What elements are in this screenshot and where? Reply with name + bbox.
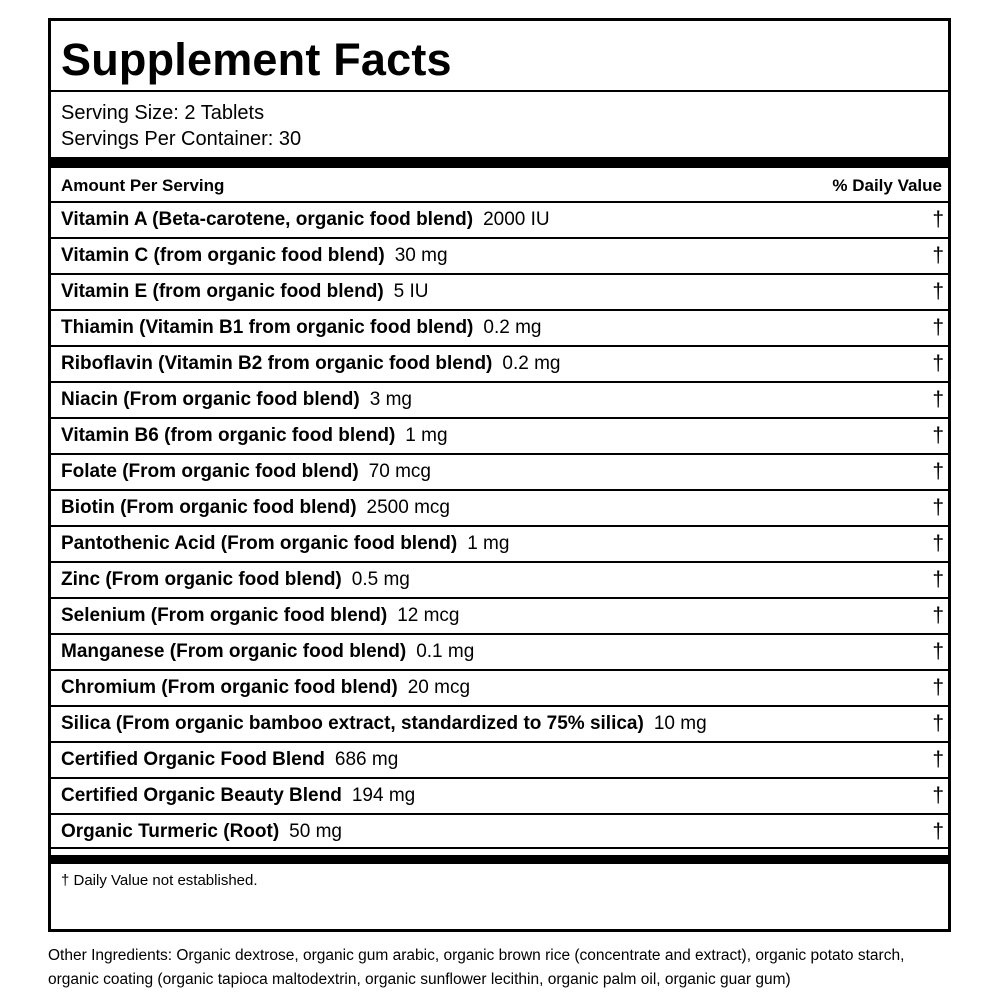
nutrient-text bbox=[61, 204, 550, 236]
footnote: † Daily Value not established. bbox=[61, 872, 258, 889]
column-header-row bbox=[61, 175, 942, 197]
nutrient-name: Vitamin B6 (from organic food blend) bbox=[61, 425, 396, 446]
daily-value-dagger: † bbox=[932, 352, 944, 375]
daily-value-dagger: † bbox=[932, 208, 944, 231]
row-divider bbox=[51, 705, 948, 707]
supplement-facts-panel bbox=[48, 18, 951, 932]
daily-value-dagger: † bbox=[932, 280, 944, 303]
nutrient-name: Vitamin C (from organic food blend) bbox=[61, 245, 385, 266]
servings-per-container: Servings Per Container: 30 bbox=[61, 128, 302, 150]
daily-value-dagger: † bbox=[932, 388, 944, 411]
daily-value-dagger: † bbox=[932, 496, 944, 519]
nutrient-text bbox=[61, 312, 541, 344]
nutrient-name: Manganese (From organic food blend) bbox=[61, 641, 407, 662]
nutrient-row bbox=[51, 669, 948, 705]
daily-value-dagger: † bbox=[932, 604, 944, 627]
nutrient-amount: 0.5 mg bbox=[351, 569, 410, 590]
row-divider bbox=[51, 273, 948, 275]
daily-value-dagger: † bbox=[932, 568, 944, 591]
nutrient-name: Silica (From organic bamboo extract, standardized to 75% silica) bbox=[61, 713, 644, 734]
nutrient-row bbox=[51, 273, 948, 309]
daily-value-label: % Daily Value bbox=[832, 176, 942, 195]
nutrient-row bbox=[51, 561, 948, 597]
nutrient-row bbox=[51, 633, 948, 669]
row-divider bbox=[51, 453, 948, 455]
nutrient-row bbox=[51, 309, 948, 345]
daily-value-dagger: † bbox=[932, 460, 944, 483]
row-divider bbox=[51, 525, 948, 527]
nutrient-name: Biotin (From organic food blend) bbox=[61, 497, 357, 518]
nutrient-name: Organic Turmeric (Root) bbox=[61, 821, 280, 842]
row-divider bbox=[51, 489, 948, 491]
row-divider bbox=[51, 237, 948, 239]
row-divider bbox=[51, 417, 948, 419]
daily-value-dagger: † bbox=[932, 748, 944, 771]
nutrient-text bbox=[61, 240, 448, 272]
daily-value-dagger: † bbox=[932, 676, 944, 699]
serving-size: Serving Size: 2 Tablets bbox=[61, 102, 265, 124]
nutrient-text bbox=[61, 708, 707, 740]
nutrient-row bbox=[51, 417, 948, 453]
nutrient-row bbox=[51, 489, 948, 525]
nutrient-amount: 10 mg bbox=[653, 713, 707, 734]
nutrient-row bbox=[51, 381, 948, 417]
row-divider bbox=[51, 201, 948, 203]
nutrient-name: Certified Organic Beauty Blend bbox=[61, 785, 342, 806]
nutrient-text bbox=[61, 420, 448, 452]
daily-value-dagger: † bbox=[932, 712, 944, 735]
row-divider bbox=[51, 633, 948, 635]
daily-value-dagger: † bbox=[932, 640, 944, 663]
daily-value-dagger: † bbox=[932, 784, 944, 807]
nutrient-row bbox=[51, 813, 948, 849]
nutrient-amount: 5 IU bbox=[393, 281, 429, 302]
nutrient-amount: 30 mg bbox=[394, 245, 448, 266]
nutrient-amount: 20 mcg bbox=[407, 677, 471, 698]
nutrient-name: Selenium (From organic food blend) bbox=[61, 605, 388, 626]
nutrient-name: Chromium (From organic food blend) bbox=[61, 677, 398, 698]
amount-per-serving-label: Amount Per Serving bbox=[61, 176, 225, 195]
nutrient-amount: 2000 IU bbox=[483, 209, 550, 230]
nutrient-name: Thiamin (Vitamin B1 from organic food blend) bbox=[61, 317, 474, 338]
row-divider bbox=[51, 813, 948, 815]
nutrient-name: Riboflavin (Vitamin B2 from organic food blend) bbox=[61, 353, 493, 374]
nutrient-amount: 0.1 mg bbox=[416, 641, 475, 662]
nutrient-amount: 12 mcg bbox=[397, 605, 460, 626]
nutrient-text bbox=[61, 600, 460, 632]
nutrient-name: Niacin (From organic food blend) bbox=[61, 389, 360, 410]
nutrient-text bbox=[61, 384, 412, 416]
thin-divider-bottom bbox=[51, 847, 948, 849]
nutrient-row bbox=[51, 525, 948, 561]
nutrient-text bbox=[61, 348, 560, 380]
nutrient-name: Vitamin A (Beta-carotene, organic food blend) bbox=[61, 209, 474, 230]
nutrient-amount: 1 mg bbox=[405, 425, 448, 446]
nutrient-text bbox=[61, 816, 342, 848]
title-divider bbox=[51, 90, 948, 92]
daily-value-dagger: † bbox=[932, 244, 944, 267]
nutrient-amount: 50 mg bbox=[289, 821, 342, 842]
row-divider bbox=[51, 777, 948, 779]
nutrient-text bbox=[61, 456, 431, 488]
nutrient-row bbox=[51, 597, 948, 633]
nutrient-text bbox=[61, 744, 398, 776]
thick-divider-bottom bbox=[51, 855, 948, 864]
row-divider bbox=[51, 741, 948, 743]
nutrient-name: Certified Organic Food Blend bbox=[61, 749, 325, 770]
daily-value-dagger: † bbox=[932, 532, 944, 555]
nutrient-amount: 0.2 mg bbox=[502, 353, 561, 374]
nutrient-name: Folate (From organic food blend) bbox=[61, 461, 359, 482]
nutrient-name: Pantothenic Acid (From organic food blend) bbox=[61, 533, 458, 554]
nutrient-amount: 3 mg bbox=[369, 389, 412, 410]
nutrient-name: Vitamin E (from organic food blend) bbox=[61, 281, 384, 302]
row-divider bbox=[51, 309, 948, 311]
nutrient-row bbox=[51, 453, 948, 489]
panel-title: Supplement Facts bbox=[61, 34, 452, 85]
other-ingredients: Other Ingredients: Organic dextrose, organic gum arabic, organic brown rice (concentrate and extract), organic potato starch, organic coating (organic tapioca maltodextrin, organic sunflower lecithin, organic palm oil, organic guar gum) bbox=[48, 947, 905, 988]
nutrient-row bbox=[51, 201, 948, 237]
row-divider bbox=[51, 597, 948, 599]
nutrient-text bbox=[61, 636, 474, 668]
nutrient-amount: 2500 mcg bbox=[366, 497, 450, 518]
daily-value-dagger: † bbox=[932, 316, 944, 339]
nutrient-text bbox=[61, 780, 415, 812]
nutrient-text bbox=[61, 528, 509, 560]
row-divider bbox=[51, 561, 948, 563]
nutrient-row bbox=[51, 741, 948, 777]
row-divider bbox=[51, 381, 948, 383]
nutrient-amount: 1 mg bbox=[467, 533, 510, 554]
nutrient-text bbox=[61, 276, 429, 308]
nutrient-row bbox=[51, 777, 948, 813]
thick-divider-top bbox=[51, 157, 948, 168]
nutrient-amount: 686 mg bbox=[334, 749, 399, 770]
nutrient-row bbox=[51, 237, 948, 273]
nutrient-text bbox=[61, 564, 410, 596]
nutrient-text bbox=[61, 492, 450, 524]
nutrient-amount: 194 mg bbox=[351, 785, 416, 806]
nutrient-row bbox=[51, 705, 948, 741]
daily-value-dagger: † bbox=[932, 820, 944, 843]
daily-value-dagger: † bbox=[932, 424, 944, 447]
nutrient-row bbox=[51, 345, 948, 381]
row-divider bbox=[51, 345, 948, 347]
row-divider bbox=[51, 669, 948, 671]
nutrient-amount: 0.2 mg bbox=[483, 317, 542, 338]
nutrient-amount: 70 mcg bbox=[368, 461, 431, 482]
nutrient-text bbox=[61, 672, 470, 704]
nutrient-name: Zinc (From organic food blend) bbox=[61, 569, 342, 590]
